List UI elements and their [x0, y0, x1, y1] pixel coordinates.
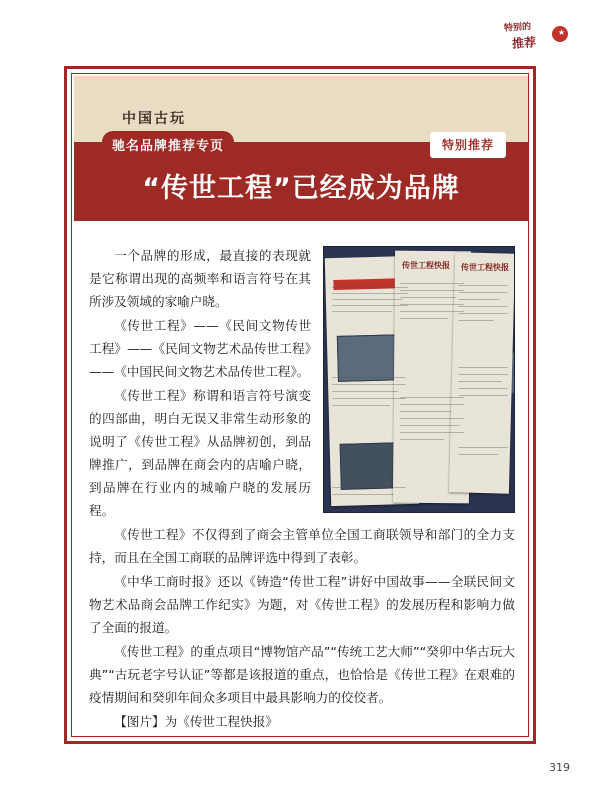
- header-section-pill: 驰名品牌推荐专页: [102, 131, 234, 159]
- brand-corner-logo: [500, 18, 570, 60]
- corner-logo-line1: 特别的: [503, 22, 532, 34]
- article-photo-caption: 【图片】为《传世工程快报》: [114, 714, 278, 729]
- newspaper-text-lines: [324, 247, 514, 512]
- article-title: “传世工程”已经成为品牌: [142, 173, 460, 204]
- photo-masthead-text-1: 传世工程快报: [402, 261, 450, 270]
- article-photo-newspapers: [323, 246, 515, 513]
- page-number: 319: [549, 761, 570, 774]
- header-special-badge: 特别推荐: [430, 132, 506, 158]
- article-paragraph: 一个品牌的形成，最直接的表现就是它称谓出现的高频率和语言符号在其所涉及领域的家喻户晓。: [89, 248, 311, 309]
- article-body: [89, 244, 515, 734]
- corner-logo-star-icon: ★: [557, 28, 565, 37]
- article-paragraph: 《传世工程》的重点项目“博物馆产品”“传统工艺大师”“癸卯中华古玩大典”“古玩老字号认证”等都是该报道的重点，也恰恰是《传世工程》在艰难的疫情期间和癸卯年间众多项目中最具影响力的佼佼者。: [89, 644, 515, 705]
- photo-masthead-text-2: 传世工程快报: [461, 263, 509, 272]
- header-category-label: 中国古玩: [122, 111, 186, 127]
- article-paragraph: 《中华工商时报》还以《铸造“传世工程”讲好中国故事——全联民间文物艺术品商会品牌工作纪实》为题，对《传世工程》的发展历程和影响力做了全面的报道。: [89, 574, 515, 635]
- article-header-band: [74, 76, 528, 221]
- article-paragraph: 《传世工程》——《民间文物传世工程》——《民间文物艺术品传世工程》——《中国民间文物艺术品传世工程》。: [89, 318, 311, 379]
- page-frame: [64, 66, 536, 744]
- article-paragraph: 《传世工程》不仅得到了商会主管单位全国工商联领导和部门的全力支持，而且在全国工商联的品牌评选中得到了表彰。: [89, 527, 515, 565]
- corner-logo-line2: 推荐: [511, 35, 537, 51]
- article-paragraph: 《传世工程》称谓和语言符号演变的四部曲，明白无误又非常生动形象的说明了《传世工程》从品牌初创，到品牌推广，到品牌在商会内的店喻户晓，到品牌在行业内的城喻户晓的发展历程。: [89, 388, 311, 518]
